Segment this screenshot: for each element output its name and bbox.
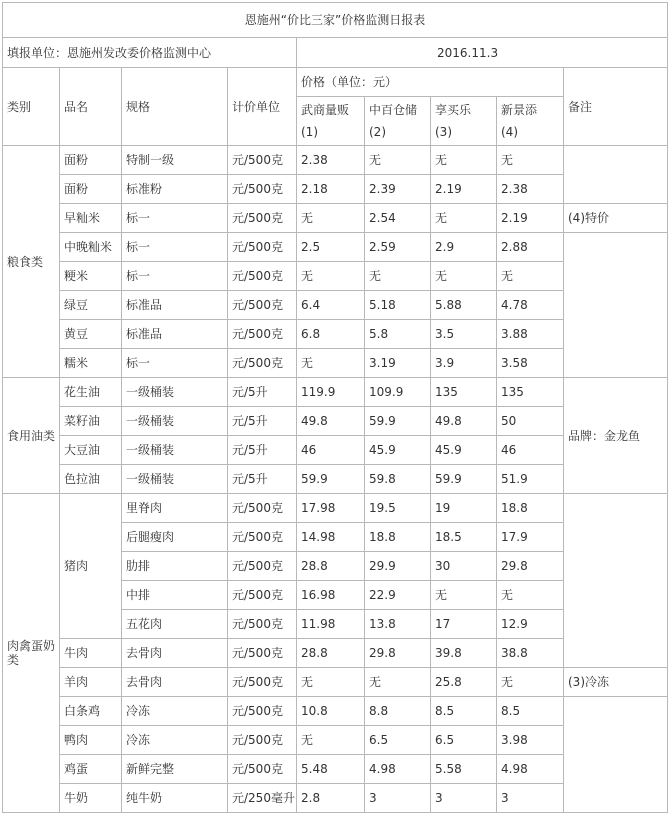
item-name: 菜籽油	[60, 407, 122, 436]
price-store-2: 5.8	[365, 320, 431, 349]
remark-cell: (3)冷冻	[564, 668, 668, 697]
item-name: 大豆油	[60, 436, 122, 465]
price-unit: 元/5升	[228, 407, 297, 436]
price-store-1: 11.98	[297, 610, 365, 639]
price-store-3: 3	[431, 784, 497, 813]
price-store-3: 6.5	[431, 726, 497, 755]
price-store-3: 2.19	[431, 175, 497, 204]
price-unit: 元/500克	[228, 349, 297, 378]
item-spec: 一级桶装	[122, 378, 228, 407]
store-number: (2)	[369, 125, 386, 139]
table-row	[3, 146, 668, 175]
price-store-3: 49.8	[431, 407, 497, 436]
item-spec: 一级桶装	[122, 436, 228, 465]
price-unit: 元/500克	[228, 262, 297, 291]
store-number: (4)	[501, 125, 518, 139]
price-store-3: 无	[431, 581, 497, 610]
price-store-3: 8.5	[431, 697, 497, 726]
price-store-1: 28.8	[297, 639, 365, 668]
price-store-4: 3.88	[497, 320, 564, 349]
store-header-1	[297, 97, 365, 146]
price-store-4: 135	[497, 378, 564, 407]
price-store-2: 3	[365, 784, 431, 813]
price-store-1: 59.9	[297, 465, 365, 494]
price-store-3: 135	[431, 378, 497, 407]
price-store-2: 5.18	[365, 291, 431, 320]
price-store-2: 2.54	[365, 204, 431, 233]
price-unit: 元/500克	[228, 291, 297, 320]
price-store-1: 10.8	[297, 697, 365, 726]
price-store-2: 109.9	[365, 378, 431, 407]
item-spec: 特制一级	[122, 146, 228, 175]
price-store-3: 39.8	[431, 639, 497, 668]
price-store-3: 5.58	[431, 755, 497, 784]
price-unit: 元/500克	[228, 639, 297, 668]
price-store-1: 2.18	[297, 175, 365, 204]
price-store-1: 2.5	[297, 233, 365, 262]
item-spec: 标一	[122, 349, 228, 378]
price-store-1: 6.8	[297, 320, 365, 349]
price-unit: 元/500克	[228, 320, 297, 349]
item-name: 糯米	[60, 349, 122, 378]
price-store-3: 30	[431, 552, 497, 581]
item-spec: 里脊肉	[122, 494, 228, 523]
category-oil: 食用油类	[3, 378, 60, 494]
item-name: 牛奶	[60, 784, 122, 813]
price-store-4: 12.9	[497, 610, 564, 639]
price-store-4: 46	[497, 436, 564, 465]
price-store-3: 59.9	[431, 465, 497, 494]
item-spec: 后腿瘦肉	[122, 523, 228, 552]
item-spec: 五花肉	[122, 610, 228, 639]
table-row	[3, 204, 668, 233]
remark-cell	[564, 494, 668, 668]
price-store-4: 2.88	[497, 233, 564, 262]
price-store-1: 2.38	[297, 146, 365, 175]
item-name: 鸡蛋	[60, 755, 122, 784]
item-name: 牛肉	[60, 639, 122, 668]
price-store-4: 无	[497, 146, 564, 175]
title-row	[3, 3, 668, 38]
header-remark: 备注	[564, 68, 668, 146]
item-spec: 肋排	[122, 552, 228, 581]
price-unit: 元/500克	[228, 233, 297, 262]
item-spec: 去骨肉	[122, 639, 228, 668]
price-store-2: 3.19	[365, 349, 431, 378]
price-store-2: 29.9	[365, 552, 431, 581]
price-store-1: 16.98	[297, 581, 365, 610]
item-spec: 冷冻	[122, 697, 228, 726]
price-store-2: 13.8	[365, 610, 431, 639]
price-store-2: 无	[365, 146, 431, 175]
header-unit: 计价单位	[228, 68, 297, 146]
price-store-4: 8.5	[497, 697, 564, 726]
header-row-1	[3, 68, 668, 97]
price-unit: 元/500克	[228, 610, 297, 639]
price-store-2: 8.8	[365, 697, 431, 726]
price-store-1: 46	[297, 436, 365, 465]
price-store-3: 无	[431, 146, 497, 175]
item-spec: 标一	[122, 262, 228, 291]
report-date: 2016.11.3	[297, 38, 668, 68]
store-number: (3)	[435, 125, 452, 139]
price-store-3: 18.5	[431, 523, 497, 552]
price-store-2: 59.8	[365, 465, 431, 494]
remark-cell: (4)特价	[564, 204, 668, 233]
price-unit: 元/500克	[228, 523, 297, 552]
group-pork: 猪肉	[60, 494, 122, 639]
price-store-3: 3.9	[431, 349, 497, 378]
remark-cell	[564, 697, 668, 813]
item-spec: 标准品	[122, 320, 228, 349]
store-number: (1)	[301, 125, 318, 139]
price-store-4: 3.98	[497, 726, 564, 755]
price-store-2: 4.98	[365, 755, 431, 784]
price-report-table	[2, 2, 668, 813]
price-store-1: 无	[297, 726, 365, 755]
store-name: 享买乐	[435, 103, 472, 117]
price-unit: 元/500克	[228, 581, 297, 610]
item-spec: 标准粉	[122, 175, 228, 204]
item-name: 绿豆	[60, 291, 122, 320]
price-store-1: 28.8	[297, 552, 365, 581]
store-name: 新景添	[501, 103, 538, 117]
item-spec: 去骨肉	[122, 668, 228, 697]
price-store-4: 无	[497, 581, 564, 610]
price-store-1: 14.98	[297, 523, 365, 552]
category-meat: 肉禽蛋奶类	[3, 494, 60, 813]
price-unit: 元/500克	[228, 726, 297, 755]
price-store-1: 无	[297, 262, 365, 291]
item-name: 面粉	[60, 146, 122, 175]
store-header-4	[497, 97, 564, 146]
fill-info-row	[3, 38, 668, 68]
price-store-4: 2.19	[497, 204, 564, 233]
price-unit: 元/500克	[228, 668, 297, 697]
remark-cell: 品牌：金龙鱼	[564, 378, 668, 494]
price-store-4: 无	[497, 262, 564, 291]
price-store-1: 5.48	[297, 755, 365, 784]
price-store-2: 59.9	[365, 407, 431, 436]
price-store-1: 2.8	[297, 784, 365, 813]
header-spec: 规格	[122, 68, 228, 146]
item-spec: 纯牛奶	[122, 784, 228, 813]
price-store-3: 无	[431, 204, 497, 233]
item-name: 面粉	[60, 175, 122, 204]
item-spec: 新鲜完整	[122, 755, 228, 784]
price-store-2: 18.8	[365, 523, 431, 552]
price-store-4: 51.9	[497, 465, 564, 494]
price-store-2: 45.9	[365, 436, 431, 465]
table-row	[3, 668, 668, 697]
price-store-2: 29.8	[365, 639, 431, 668]
report-title: 恩施州“价比三家”价格监测日报表	[3, 3, 668, 38]
price-unit: 元/500克	[228, 146, 297, 175]
price-unit: 元/500克	[228, 494, 297, 523]
header-price: 价格（单位：元）	[297, 68, 564, 97]
price-store-3: 5.88	[431, 291, 497, 320]
item-name: 早籼米	[60, 204, 122, 233]
price-unit: 元/500克	[228, 552, 297, 581]
item-spec: 中排	[122, 581, 228, 610]
price-store-1: 17.98	[297, 494, 365, 523]
price-store-3: 25.8	[431, 668, 497, 697]
price-unit: 元/500克	[228, 755, 297, 784]
price-store-3: 45.9	[431, 436, 497, 465]
price-store-4: 3	[497, 784, 564, 813]
item-name: 白条鸡	[60, 697, 122, 726]
price-store-2: 6.5	[365, 726, 431, 755]
item-spec: 标一	[122, 204, 228, 233]
price-store-3: 19	[431, 494, 497, 523]
price-store-4: 3.58	[497, 349, 564, 378]
table-row	[3, 494, 668, 523]
price-store-2: 无	[365, 668, 431, 697]
category-grain: 粮食类	[3, 146, 60, 378]
price-store-4: 2.38	[497, 175, 564, 204]
store-header-2	[365, 97, 431, 146]
price-store-4: 38.8	[497, 639, 564, 668]
price-store-3: 2.9	[431, 233, 497, 262]
store-header-3	[431, 97, 497, 146]
price-store-4: 29.8	[497, 552, 564, 581]
item-spec: 冷冻	[122, 726, 228, 755]
store-name: 武商量贩	[301, 103, 350, 117]
table-row	[3, 233, 668, 262]
item-name: 羊肉	[60, 668, 122, 697]
item-name: 色拉油	[60, 465, 122, 494]
price-store-4: 18.8	[497, 494, 564, 523]
item-name: 鸭肉	[60, 726, 122, 755]
price-store-1: 49.8	[297, 407, 365, 436]
price-store-2: 2.59	[365, 233, 431, 262]
table-row	[3, 697, 668, 726]
price-unit: 元/5升	[228, 465, 297, 494]
price-unit: 元/500克	[228, 175, 297, 204]
item-spec: 一级桶装	[122, 407, 228, 436]
price-store-2: 2.39	[365, 175, 431, 204]
price-store-4: 50	[497, 407, 564, 436]
item-name: 黄豆	[60, 320, 122, 349]
item-name: 花生油	[60, 378, 122, 407]
store-name: 中百仓储	[369, 103, 418, 117]
price-store-3: 无	[431, 262, 497, 291]
price-store-1: 无	[297, 349, 365, 378]
table-row	[3, 378, 668, 407]
price-store-2: 22.9	[365, 581, 431, 610]
item-name: 粳米	[60, 262, 122, 291]
header-item: 品名	[60, 68, 122, 146]
price-store-4: 17.9	[497, 523, 564, 552]
fill-unit: 填报单位：恩施州发改委价格监测中心	[3, 38, 297, 68]
price-store-4: 4.78	[497, 291, 564, 320]
price-unit: 元/250毫升	[228, 784, 297, 813]
price-store-1: 119.9	[297, 378, 365, 407]
price-unit: 元/5升	[228, 378, 297, 407]
remark-cell	[564, 146, 668, 204]
price-store-1: 无	[297, 668, 365, 697]
price-store-3: 3.5	[431, 320, 497, 349]
price-store-1: 无	[297, 204, 365, 233]
price-store-4: 无	[497, 668, 564, 697]
price-unit: 元/500克	[228, 697, 297, 726]
price-store-2: 无	[365, 262, 431, 291]
item-spec: 一级桶装	[122, 465, 228, 494]
item-spec: 标一	[122, 233, 228, 262]
price-store-2: 19.5	[365, 494, 431, 523]
price-unit: 元/500克	[228, 204, 297, 233]
price-unit: 元/5升	[228, 436, 297, 465]
price-store-1: 6.4	[297, 291, 365, 320]
item-spec: 标准品	[122, 291, 228, 320]
remark-cell	[564, 233, 668, 378]
header-category: 类别	[3, 68, 60, 146]
price-store-3: 17	[431, 610, 497, 639]
item-name: 中晚籼米	[60, 233, 122, 262]
price-store-4: 4.98	[497, 755, 564, 784]
